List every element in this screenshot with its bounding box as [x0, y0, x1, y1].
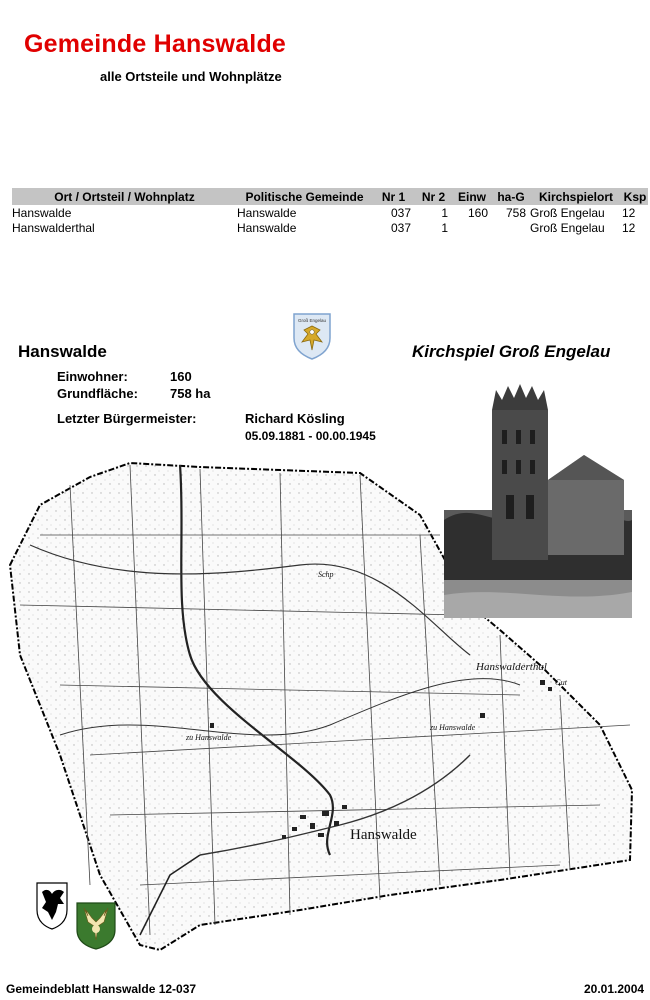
- col-header-ort: Ort / Ortsteil / Wohnplatz: [12, 188, 237, 205]
- col-header-gemeinde: Politische Gemeinde: [237, 188, 372, 205]
- page-title: Gemeinde Hanswalde: [24, 30, 287, 58]
- kirchspiel-name: Kirchspiel Groß Engelau: [412, 342, 611, 361]
- cell-kirchspielort: Groß Engelau: [530, 205, 605, 220]
- cell-nr2: 1: [441, 205, 448, 220]
- table-header-row: [12, 188, 648, 205]
- flaeche-label: Grundfläche:: [57, 386, 138, 401]
- map-label-schp: Schp: [318, 570, 334, 579]
- cell-nr1: 037: [390, 220, 411, 235]
- place-name: Hanswalde: [18, 342, 107, 361]
- crest-label: Groß Engelau: [297, 318, 327, 323]
- col-header-ha: ha-G: [492, 188, 530, 205]
- footer-sheet-id: Gemeindeblatt Hanswalde 12-037: [6, 982, 197, 996]
- footer-date: 20.01.2004: [584, 982, 645, 996]
- map-label-zu-hanswalde-east: zu Hanswalde: [430, 723, 476, 732]
- col-header-nr1: Nr 1: [372, 188, 415, 205]
- table-row: [12, 205, 648, 220]
- map-label-zu-hanswalde-west: zu Hanswalde: [186, 733, 232, 742]
- deer-shield-icon: [76, 902, 116, 950]
- flaeche-value: 758 ha: [170, 386, 211, 401]
- cell-ksp: 12: [622, 205, 636, 220]
- cell-einw: 160: [467, 205, 488, 220]
- cell-gemeinde: Hanswalde: [237, 220, 297, 235]
- page-subtitle: alle Ortsteile und Wohnplätze: [100, 69, 282, 84]
- ortsteile-table: [12, 188, 648, 235]
- cell-nr2: 1: [441, 220, 448, 235]
- cell-ksp: 12: [622, 220, 636, 235]
- col-header-einw: Einw: [452, 188, 492, 205]
- cell-gemeinde: Hanswalde: [237, 205, 297, 220]
- einwohner-label: Einwohner:: [57, 369, 128, 384]
- cell-ha: [492, 220, 530, 235]
- einwohner-value: 160: [170, 369, 192, 384]
- col-header-nr2: Nr 2: [415, 188, 452, 205]
- cell-ort: Hanswalderthal: [12, 220, 95, 235]
- buergermeister-name: Richard Kösling: [245, 411, 345, 426]
- cell-nr1: 037: [390, 205, 411, 220]
- buergermeister-dates: 05.09.1881 - 00.00.1945: [245, 429, 376, 443]
- cell-ha: 758: [505, 205, 526, 220]
- col-header-kirchspielort: Kirchspielort: [530, 188, 622, 205]
- kirchspiel-crest-icon: [292, 312, 332, 360]
- table-row: [12, 220, 648, 235]
- map-label-hanswalderthal: Hanswalderthal: [476, 661, 547, 673]
- buergermeister-label: Letzter Bürgermeister:: [57, 411, 197, 426]
- cell-kirchspielort: Groß Engelau: [530, 220, 605, 235]
- cell-einw: [452, 220, 492, 235]
- church-photo: [444, 380, 632, 618]
- col-header-ksp: Ksp: [623, 189, 647, 204]
- cell-ort: Hanswalde: [12, 205, 72, 220]
- map-label-gut: Gut: [555, 678, 567, 687]
- map-label-hanswalde: Hanswalde: [350, 827, 417, 843]
- eagle-shield-icon: [36, 882, 68, 930]
